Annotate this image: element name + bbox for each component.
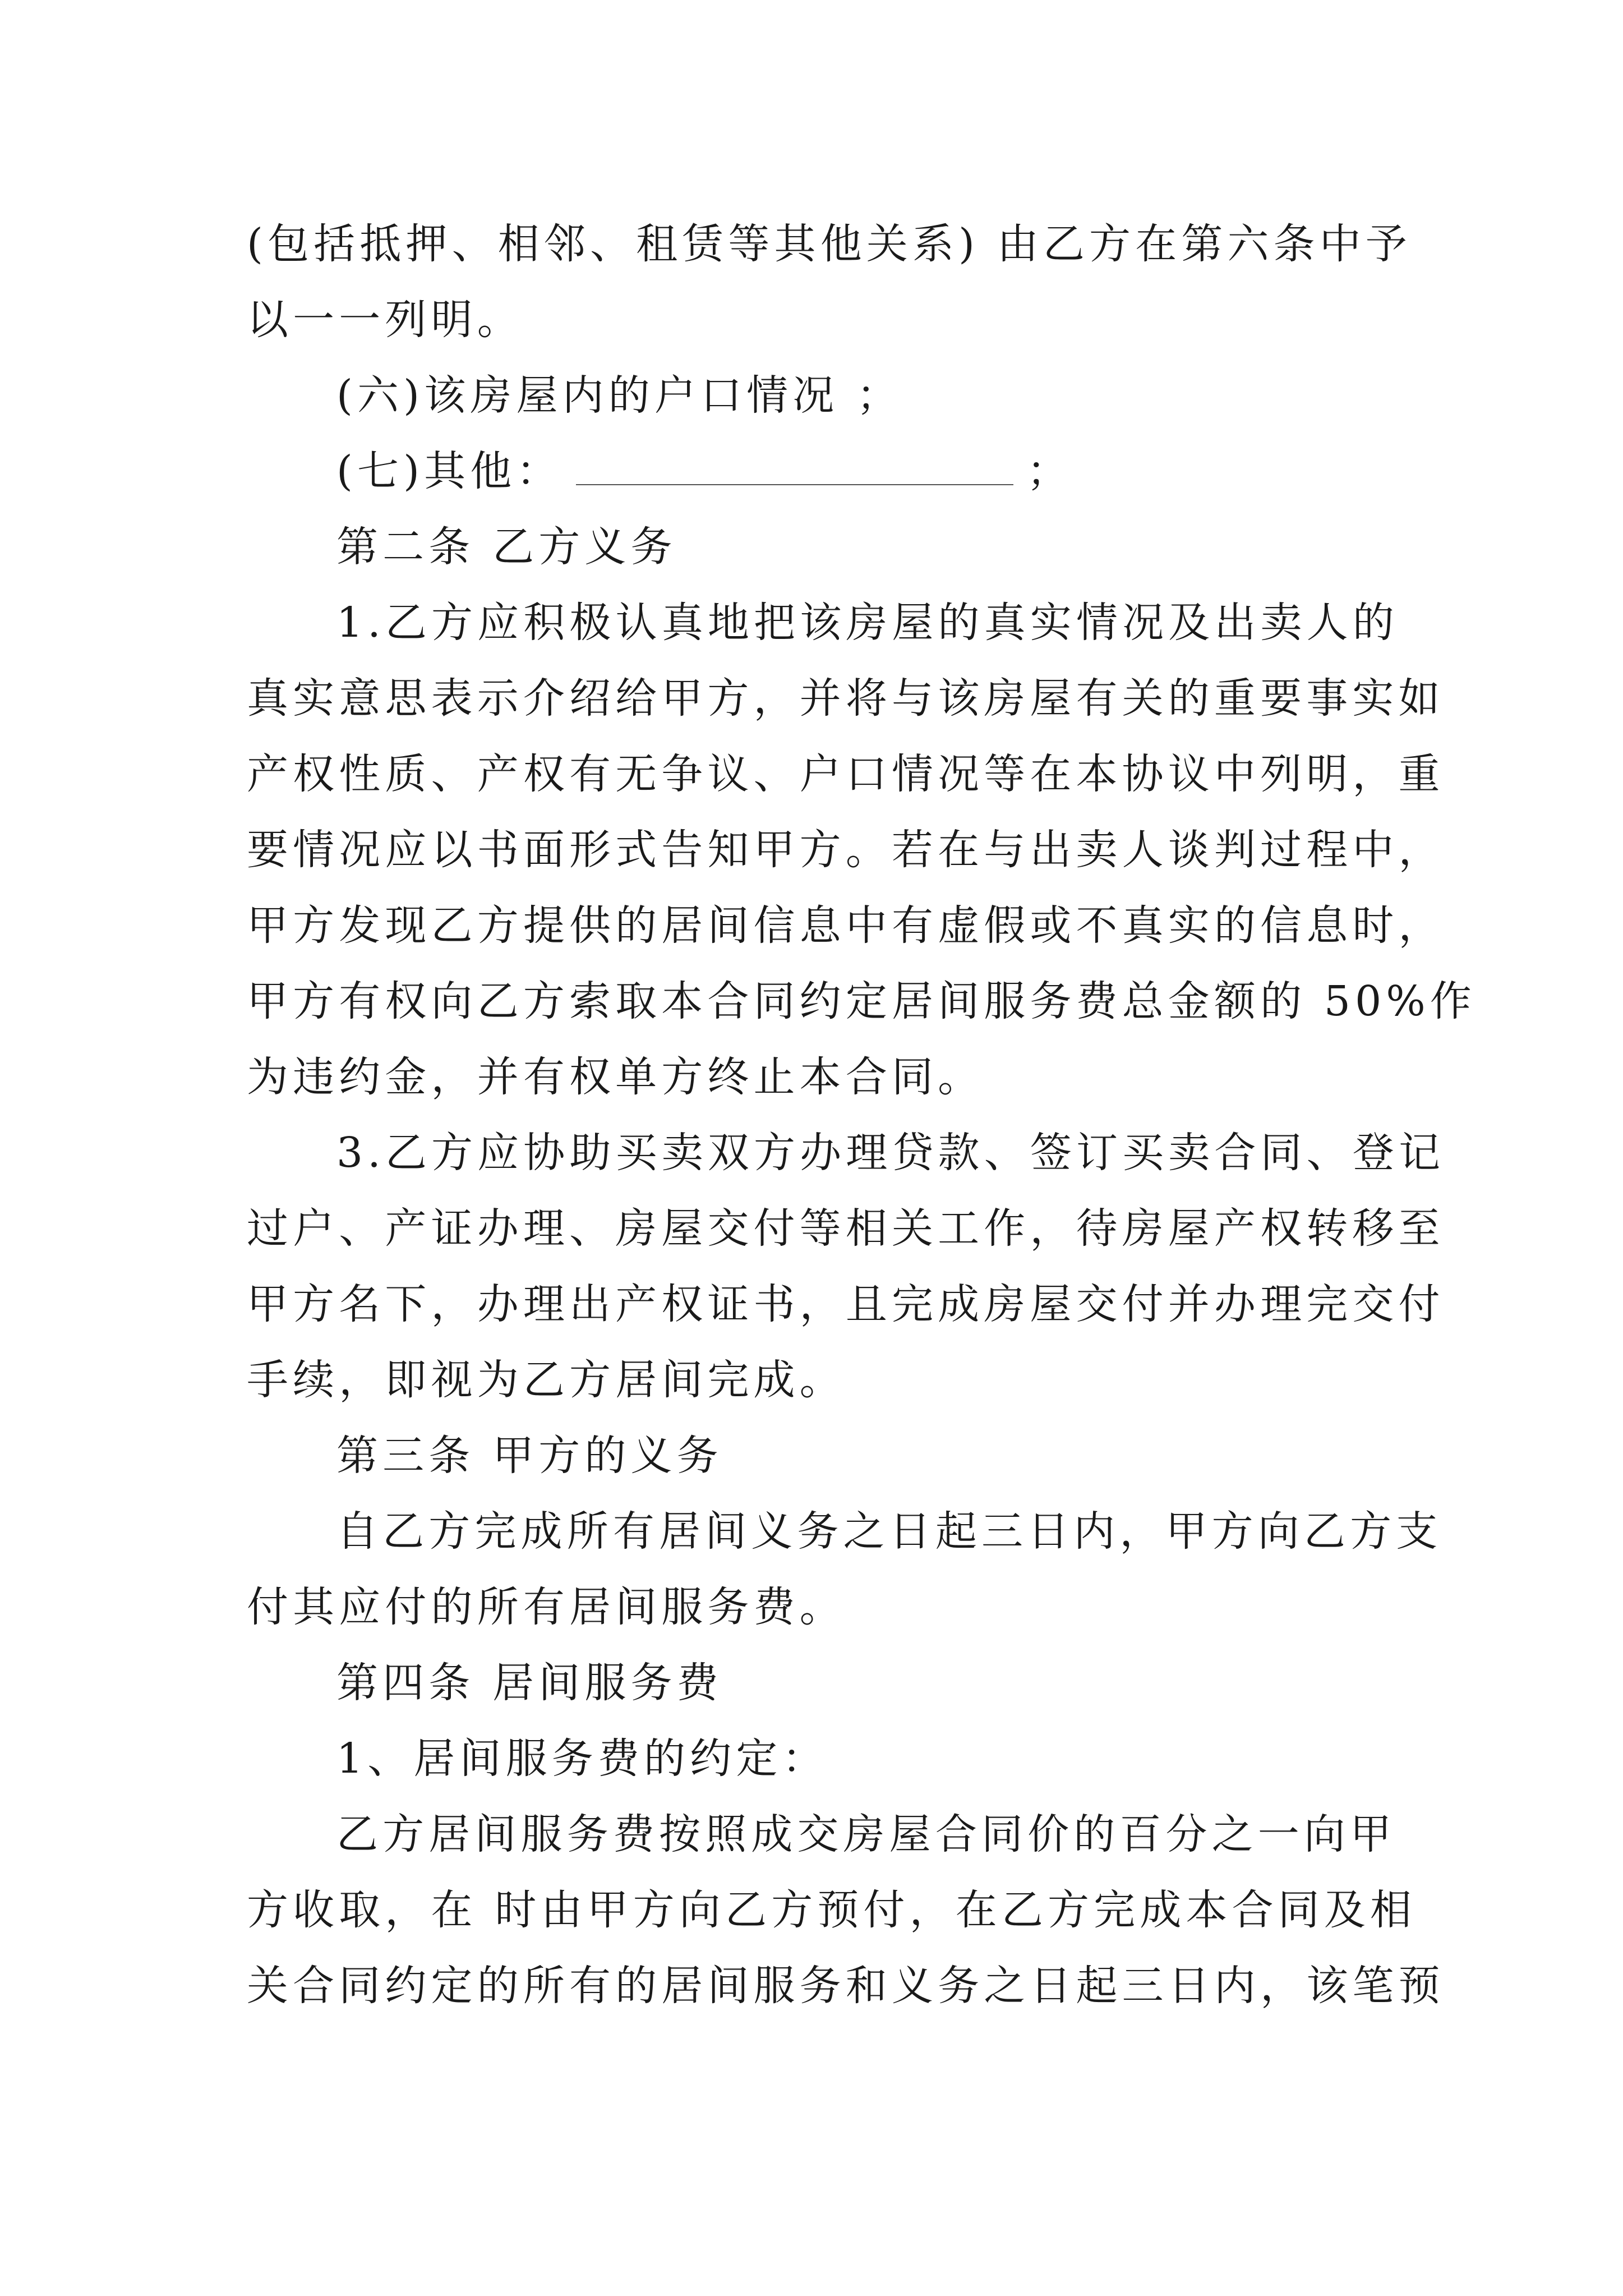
text-line: (包括抵押、相邻、租赁等其他关系) 由乙方在第六条中予: [247, 220, 1412, 268]
section-heading: 第三条 甲方的义务: [336, 1432, 723, 1480]
text-line: 1、居间服务费的约定：: [336, 1734, 828, 1783]
text-line: 乙方居间服务费按照成交房屋合同价的百分之一向甲: [336, 1810, 1396, 1858]
text-line-with-blank: [336, 443, 1469, 499]
text-line: 3.乙方应协助买卖双方办理贷款、签订买卖合同、登记: [336, 1129, 1445, 1177]
text-line: 为违约金，并有权单方终止本合同。: [247, 1053, 984, 1101]
text-line: 方收取，在 时由甲方向乙方预付，在乙方完成本合同及相: [247, 1886, 1417, 1934]
semicolon: ；: [1026, 447, 1073, 495]
text-line: 甲方有权向乙方索取本合同约定居间服务费总金额的 50%作: [247, 977, 1476, 1025]
text-line: 产权性质、产权有无争议、户口情况等在本协议中列明，重: [247, 750, 1445, 798]
text-line: 1.乙方应积极认真地把该房屋的真实情况及出卖人的: [336, 599, 1399, 647]
fill-in-blank: [576, 478, 1013, 485]
text-line: 手续，即视为乙方居间完成。: [247, 1356, 846, 1404]
text-line: 付其应付的所有居间服务费。: [247, 1583, 846, 1631]
text-line: 自乙方完成所有居间义务之日起三日内，甲方向乙方支: [336, 1507, 1442, 1556]
section-heading: 第四条 居间服务费: [336, 1659, 723, 1707]
text-line: 甲方名下，办理出产权证书，且完成房屋交付并办理完交付: [247, 1280, 1445, 1328]
text-line: 真实意思表示介绍给甲方，并将与该房屋有关的重要事实如: [247, 674, 1445, 723]
text-line: 要情况应以书面形式告知甲方。若在与出卖人谈判过程中，: [247, 826, 1445, 874]
text-line: (六)该房屋内的户口情况 ；: [336, 371, 903, 420]
other-label: (七)其他：: [336, 447, 562, 495]
section-heading: 第二条 乙方义务: [336, 523, 677, 571]
text-line: 以一一列明。: [247, 296, 523, 344]
text-line: 过户、产证办理、房屋交付等相关工作，待房屋产权转移至: [247, 1204, 1445, 1253]
text-line: 关合同约定的所有的居间服务和义务之日起三日内，该笔预: [247, 1962, 1445, 2010]
text-line: 甲方发现乙方提供的居间信息中有虚假或不真实的信息时，: [247, 901, 1445, 950]
